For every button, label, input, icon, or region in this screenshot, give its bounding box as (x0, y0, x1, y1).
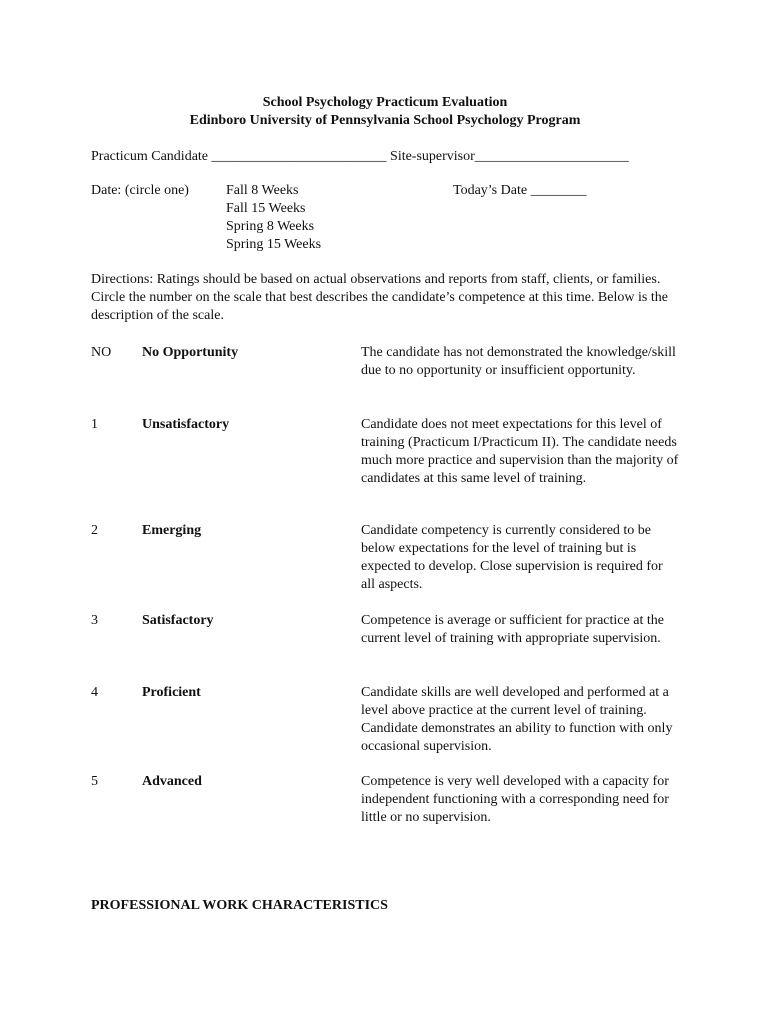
scale-description: Competence is average or sufficient for practice at the current level of training with appropriate supervision. (361, 613, 664, 646)
candidate-label: Practicum Candidate (91, 149, 209, 164)
directions-paragraph: Directions: Ratings should be based on actual observations and reports from staff, clients, or families. Circle the number on the scale that best describes the candidate’s competence at this time. Below is the description of the scale. (91, 272, 668, 323)
scale-description: The candidate has not demonstrated the knowledge/skill due to no opportunity or insufficient opportunity. (361, 345, 676, 378)
scale-number: 3 (91, 613, 98, 628)
date-option-fall-15[interactable]: Fall 15 Weeks (226, 201, 306, 216)
scale-name: Satisfactory (142, 613, 214, 628)
scale-number: 4 (91, 685, 98, 700)
scale-name: Unsatisfactory (142, 417, 230, 432)
scale-number: 5 (91, 774, 98, 789)
date-option-spring-8[interactable]: Spring 8 Weeks (226, 219, 315, 234)
scale-number: NO (91, 345, 112, 360)
document-subtitle: Edinboro University of Pennsylvania School Psychology Program (189, 113, 581, 128)
date-option-spring-15[interactable]: Spring 15 Weeks (226, 237, 322, 252)
scale-number: 2 (91, 523, 98, 538)
document-header (0, 94, 770, 130)
document-title: School Psychology Practicum Evaluation (262, 95, 508, 110)
date-options (226, 182, 321, 254)
todays-date-label: Today’s Date (453, 183, 528, 198)
scale-name: Emerging (142, 523, 202, 538)
candidate-supervisor-row (91, 148, 629, 166)
candidate-blank[interactable]: _________________________ (211, 149, 387, 164)
supervisor-blank[interactable]: ______________________ (474, 149, 629, 164)
section-heading-professional-work: PROFESSIONAL WORK CHARACTERISTICS (91, 898, 388, 913)
scale-name: Advanced (142, 774, 202, 789)
todays-date-blank[interactable]: ________ (530, 183, 587, 198)
supervisor-label: Site-supervisor (390, 149, 475, 164)
todays-date-field (453, 182, 587, 200)
scale-name: No Opportunity (142, 345, 239, 360)
date-option-fall-8[interactable]: Fall 8 Weeks (226, 183, 299, 198)
date-label: Date: (circle one) (91, 183, 189, 198)
scale-description: Candidate does not meet expectations for this level of training (Practicum I/Practicum II). The candidate needs much more practice and supervision than the majority of candidates at this same level of training. (361, 417, 679, 486)
scale-name: Proficient (142, 685, 201, 700)
scale-number: 1 (91, 417, 98, 432)
scale-description: Competence is very well developed with a capacity for independent functioning with a corresponding need for little or no supervision. (361, 774, 669, 825)
scale-description: Candidate skills are well developed and performed at a level above practice at the current level of training. Candidate demonstrates an ability to function with only occasional supervision. (361, 685, 673, 754)
scale-description: Candidate competency is currently considered to be below expectations for the level of training but is expected to develop. Close supervision is required for all aspects. (361, 523, 663, 592)
